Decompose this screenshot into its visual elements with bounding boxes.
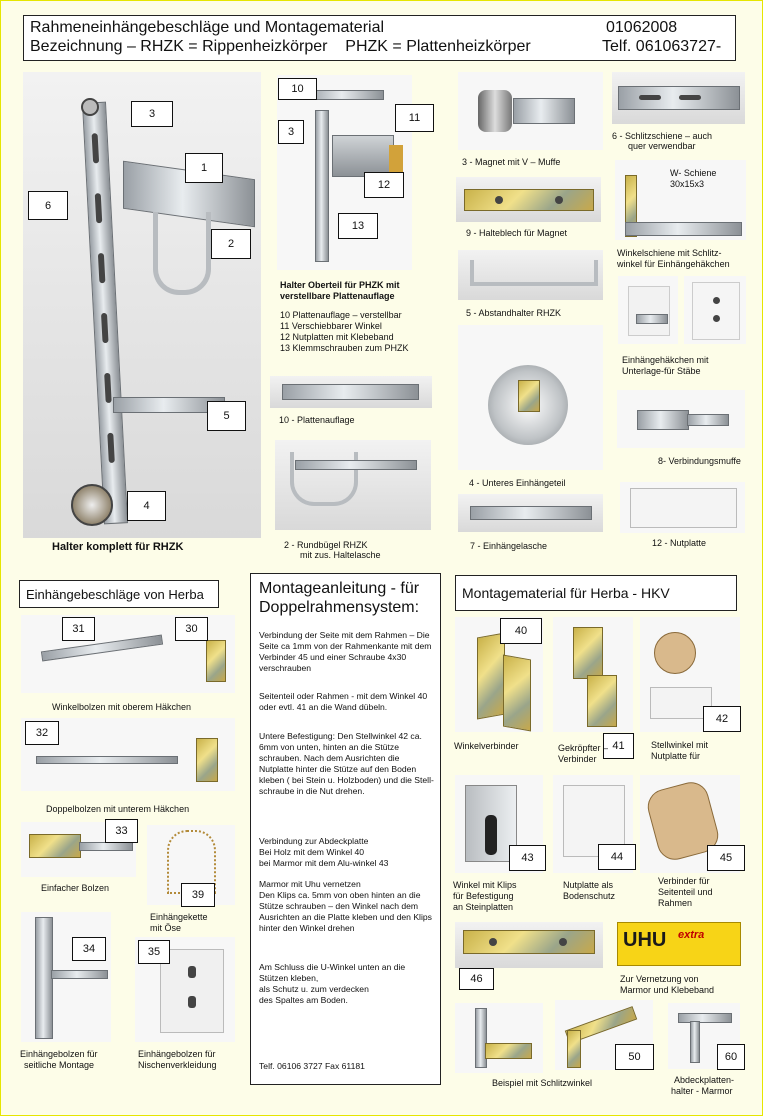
phzk-rail (315, 110, 329, 262)
muffe-caption: 8- Verbindungsmuffe (658, 456, 741, 466)
hkv-label-43: 43 (509, 845, 546, 871)
haekchen-caption-1: Einhängehäkchen mit (622, 355, 709, 365)
uhu-brand: UHU (623, 929, 667, 951)
doc-phone: Telf. 061063727- (602, 38, 722, 55)
einfacher-bolzen-caption: Einfacher Bolzen (41, 883, 110, 893)
schlitzschiene-caption-2: quer verwendbar (628, 141, 696, 151)
schlitzschiene-caption-1: 6 - Schlitzschiene – auch (612, 131, 713, 141)
klips-caption-3: an Steinplatten (453, 902, 514, 912)
schlitzwinkel-caption: Beispiel mit Schlitzwinkel (492, 1078, 593, 1088)
doppelbolzen-caption: Doppelbolzen mit unterem Häkchen (46, 804, 190, 814)
seitlich-caption-2: seitliche Montage (24, 1060, 95, 1070)
rundbuegel-bar (295, 460, 417, 470)
winkelbolzen-hook (206, 640, 226, 682)
herba-section-title: Einhängebeschläge von Herba (19, 580, 219, 608)
phzk-label-3: 3 (278, 120, 304, 144)
klips-clip (485, 815, 497, 855)
haekchen-caption-2: Unterlage-für Stäbe (622, 366, 701, 376)
gekroepft-caption-2: Verbinder (558, 754, 597, 764)
winkelbolzen-rod (41, 635, 163, 662)
nischen-caption-1: Einhängebolzen für (138, 1049, 216, 1059)
instructions-p2: Seitenteil oder Rahmen - mit dem Winkel 40 oder evtl. 41 an die Wand dübeln. (259, 691, 428, 712)
einhaengelasche-bar (470, 506, 592, 520)
einhaengelasche-caption: 7 - Einhängelasche (470, 541, 548, 551)
abdeck-stem (690, 1021, 700, 1063)
winkelschiene-caption-2: winkel für Einhängehäkchen (617, 259, 730, 269)
rundbuegel-caption-1: 2 - Rundbügel RHZK (284, 540, 368, 550)
nischen-caption-2: Nischenverkleidung (138, 1060, 217, 1070)
w-schiene-base (625, 222, 742, 236)
abstandhalter-shape (470, 260, 598, 286)
seitlich-photo (21, 912, 111, 1042)
w-schiene-caption-1: W- Schiene (670, 168, 717, 178)
einfacher-bolzen-pin (79, 842, 133, 851)
schlitzwinkel-angle-a (485, 1043, 532, 1059)
instructions-p7: Telf. 06106 3727 Fax 61181 (259, 1061, 365, 1071)
rhzk-label-3: 3 (131, 101, 173, 127)
phzk-heading: Halter Oberteil für PHZK mit verstellbare Plattenauflage (280, 280, 400, 301)
phzk-line-10: 10 Plattenauflage – verstellbar (280, 310, 402, 320)
abdeck-top (678, 1013, 732, 1023)
phzk-label-13: 13 (338, 213, 378, 239)
einhaengeteil-nut (518, 380, 540, 412)
doc-code: 01062008 (606, 19, 678, 36)
winkelverbinder-part-a (477, 633, 505, 720)
einhaengeteil-photo (458, 325, 603, 470)
hkv-label-44: 44 (598, 844, 636, 870)
phzk-angle (332, 135, 394, 177)
winkelschiene-caption-1: Winkelschiene mit Schlitz- (617, 248, 722, 258)
page-subtitle: Bezeichnung – RHZK = Rippenheizkörper PHZK = Plattenheizkörper (30, 38, 531, 55)
kette-caption-1: Einhängekette (150, 912, 208, 922)
herba-label-31: 31 (62, 617, 95, 641)
winkelbolzen-caption: Winkelbolzen mit oberem Häkchen (52, 702, 192, 712)
plattenauflage-plate (282, 384, 419, 400)
hkv-section-title: Montagematerial für Herba - HKV (455, 575, 737, 611)
bodenschutz-caption-2: Bodenschutz (563, 891, 616, 901)
herba-label-39: 39 (181, 883, 215, 907)
rhzk-caption: Halter komplett für RHZK (52, 541, 184, 553)
nutplatte-block (630, 488, 737, 528)
header-box (23, 15, 736, 61)
herba-label-34: 34 (72, 937, 106, 961)
stellwinkel-caption-2: Nutplatte für (651, 751, 701, 761)
instructions-p3: Untere Befestigung: Den Stellwinkel 42 ca. 6mm von unten, hinten an die Stütze schrauben. Nach dem Ausrichten die Nutplatte hinter die Stütze auf den Boden kleben ( bei Stein u. Holzboden) und die Stell-schraube in die Nut drehen. (259, 731, 434, 796)
haekchen-pad-a (628, 286, 670, 336)
schlitzschiene-bar (618, 86, 740, 110)
slotted-rail (82, 102, 128, 525)
rhzk-label-5: 5 (207, 401, 246, 431)
plattenauflage-photo (270, 376, 432, 408)
einhaengeteil-caption: 4 - Unteres Einhängeteil (469, 478, 566, 488)
u-bracket (153, 212, 211, 295)
abdeck-caption-2: halter - Marmor (671, 1086, 733, 1096)
gekroepft-part-b (587, 675, 617, 727)
klips-caption-2: für Befestigung (453, 891, 514, 901)
nutplatte-caption: 12 - Nutplatte (652, 538, 707, 548)
rhzk-holder-photo (23, 72, 261, 538)
magnet-body (478, 90, 512, 132)
platte-46-plate (463, 930, 595, 954)
winkelverbinder-caption: Winkelverbinder (454, 741, 519, 751)
phzk-groove-plate (389, 145, 403, 175)
rhzk-label-2: 2 (211, 229, 251, 259)
haekchen-photo-a (618, 276, 678, 344)
doppelbolzen-rod (36, 756, 178, 764)
instructions-p1: Verbindung der Seite mit dem Rahmen – Die Seite ca 1mm von der Rahmenkante mit dem Verbinder 45 und einer Schraube 4x30 verschrauben (259, 630, 432, 673)
einfacher-bolzen-plate (29, 834, 81, 858)
hkv-label-40: 40 (500, 618, 542, 644)
hkv-label-45: 45 (707, 845, 745, 871)
klips-caption-1: Winkel mit Klips (453, 880, 517, 890)
haekchen-photo-b (684, 276, 746, 344)
muffe-photo (617, 390, 745, 448)
hkv-label-50: 50 (615, 1044, 654, 1070)
hkv-label-42: 42 (703, 706, 741, 732)
uhu-caption-2: Marmor und Klebeband (620, 985, 715, 995)
phzk-label-11: 11 (395, 104, 434, 132)
phzk-line-13: 13 Klemmschrauben zum PHZK (280, 343, 409, 353)
phzk-label-10: 10 (278, 78, 317, 100)
magnet-sleeve (513, 98, 575, 124)
winkelverbinder-part-b (503, 655, 531, 732)
doppelbolzen-hook (196, 738, 218, 782)
plattenauflage-caption: 10 - Plattenauflage (279, 415, 355, 425)
muffe-sleeve (637, 410, 689, 430)
abstandhalter-photo (458, 250, 603, 300)
bodenschutz-caption-1: Nutplatte als (563, 880, 614, 890)
instructions-p6: Am Schluss die U-Winkel unten an die Stützen kleben, als Schutz u. zum verdecken des Spaltes am Boden. (259, 962, 406, 1005)
rhzk-label-4: 4 (127, 491, 166, 521)
halteblech-photo (456, 177, 601, 222)
instructions-p5: Marmor mit Uhu vernetzen Den Klips ca. 5mm von oben hinten an die Stütze schrauben – den Winkel nach dem Ausrichten an die Platte kleben und den Klips hinter den Winkel drehen (259, 879, 432, 933)
phzk-line-12: 12 Nutplatten mit Klebeband (280, 332, 394, 342)
herba-label-33: 33 (105, 819, 138, 843)
phzk-label-12: 12 (364, 172, 404, 198)
schlitzwinkel-photo-a (455, 1003, 543, 1073)
nutplatte-photo (620, 482, 745, 533)
kette-caption-2: mit Öse (150, 923, 182, 933)
instructions-title: Montageanleitung - für Doppelrahmensystem: (259, 580, 420, 616)
gekroepft-photo (553, 617, 633, 732)
hkv-label-46: 46 (459, 968, 494, 990)
w-schiene-caption-2: 30x15x3 (670, 179, 705, 189)
einhaengelasche-photo (458, 494, 603, 532)
uhu-tube (617, 922, 741, 966)
top-hook (81, 98, 99, 116)
schlitzwinkel-rail-a (475, 1008, 487, 1068)
platte-46-photo (455, 922, 603, 968)
muffe-screw (687, 414, 729, 426)
instructions-box (250, 573, 441, 1085)
abdeck-caption-1: Abdeckplatten- (674, 1075, 735, 1085)
magnet-caption: 3 - Magnet mit V – Muffe (462, 157, 561, 167)
phzk-top-plate (307, 90, 384, 100)
uhu-caption-1: Zur Vernetzung von (620, 974, 699, 984)
hkv-label-60: 60 (717, 1044, 745, 1070)
hkv-label-41: 41 (603, 733, 634, 759)
stellwinkel-knob (654, 632, 696, 674)
page-title: Rahmeneinhängebeschläge und Montagematerial (30, 19, 385, 36)
herba-label-32: 32 (25, 721, 59, 745)
halteblech-plate (464, 189, 594, 211)
schlitzwinkel-leg-b (567, 1030, 581, 1068)
schlitzschiene-photo (612, 72, 745, 124)
stellwinkel-caption-1: Stellwinkel mit (651, 740, 709, 750)
magnet-photo (458, 72, 603, 150)
herba-label-30: 30 (175, 617, 208, 641)
rundbuegel-caption-2: mit zus. Haltelasche (300, 550, 381, 560)
verbinder-caption-3: Rahmen (658, 898, 693, 908)
haekchen-hook-a (636, 314, 668, 324)
gekroepft-part-a (573, 627, 603, 679)
uhu-sub: extra (678, 929, 705, 941)
rhzk-label-6: 6 (28, 191, 68, 220)
haekchen-pad-b (692, 282, 740, 340)
rundbuegel-photo (275, 440, 431, 530)
abstandhalter-caption: 5 - Abstandhalter RHZK (466, 308, 562, 318)
seitlich-pin (51, 970, 108, 979)
instructions-p4: Verbindung zur Abdeckplatte Bei Holz mit dem Winkel 40 bei Marmor mit dem Alu-winkel 43 (259, 836, 389, 868)
verbinder-caption-2: Seitenteil und (658, 887, 713, 897)
seitlich-caption-1: Einhängebolzen für (20, 1049, 98, 1059)
verbinder-caption-1: Verbinder für (658, 876, 710, 886)
herba-label-35: 35 (138, 940, 170, 964)
gekroepft-caption-1: Gekröpfter – (558, 743, 609, 753)
phzk-line-11: 11 Verschiebbarer Winkel (280, 321, 382, 331)
rhzk-label-1: 1 (185, 153, 223, 183)
lower-hook (71, 484, 113, 526)
halteblech-caption: 9 - Halteblech für Magnet (466, 228, 568, 238)
